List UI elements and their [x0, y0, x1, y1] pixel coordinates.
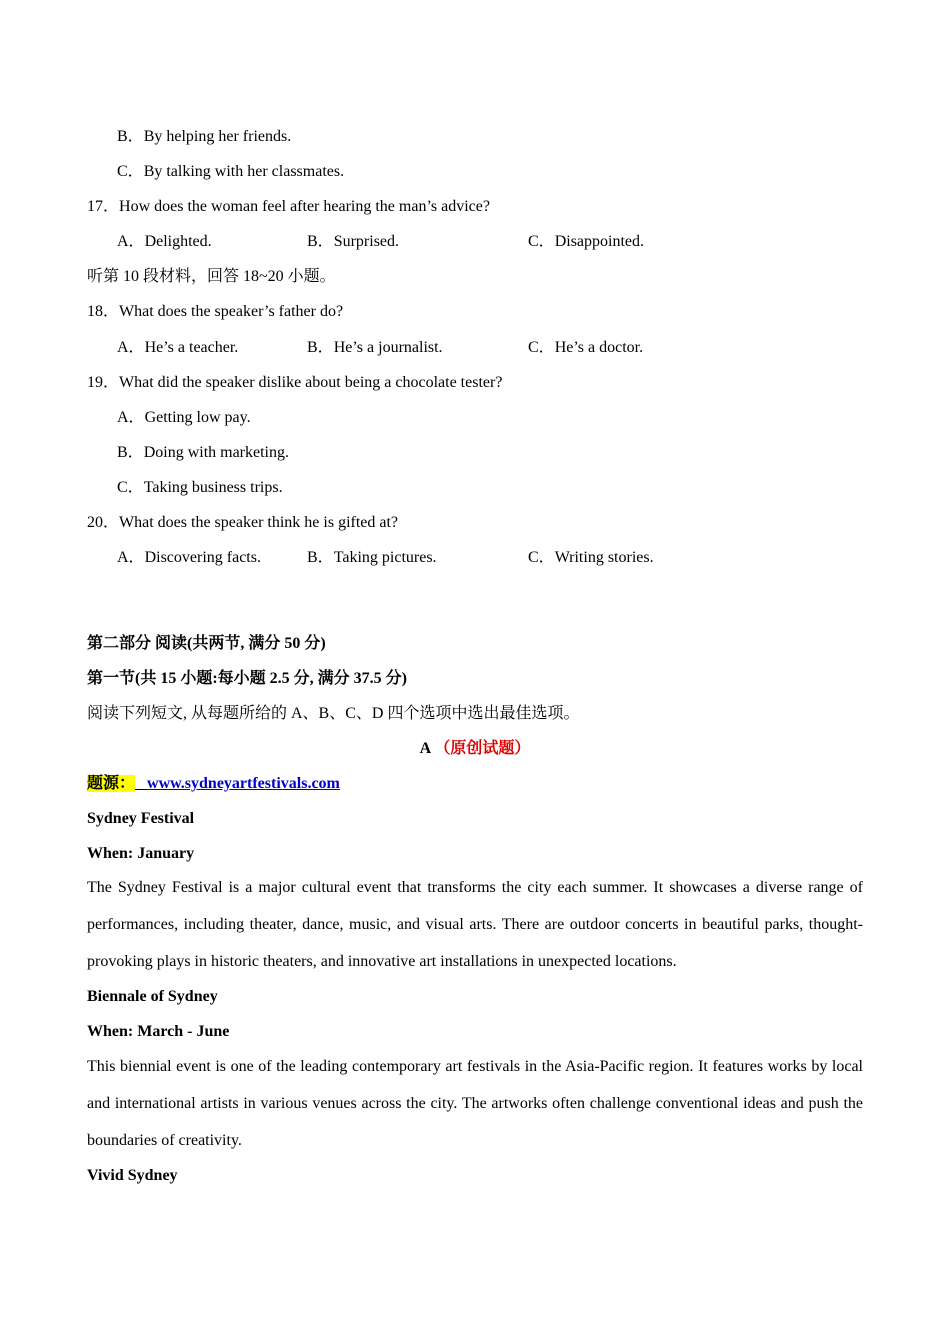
festival-3-name: Vivid Sydney [87, 1167, 178, 1184]
source-gap [135, 775, 147, 792]
option-letter: A． [117, 409, 145, 426]
option-letter: C． [528, 233, 555, 250]
option-text: Discovering facts. [144, 549, 261, 566]
q19-question [87, 373, 502, 393]
option-letter: B． [307, 339, 334, 356]
question-number: 18． [87, 303, 120, 320]
question-number: 19． [87, 374, 120, 391]
festival-1-name: Sydney Festival [87, 810, 195, 827]
question-text: What did the speaker dislike about being a chocolate tester? [119, 374, 503, 391]
option-text: Delighted. [144, 233, 212, 250]
option-letter: A． [117, 549, 145, 566]
q18-question [87, 302, 343, 322]
q17-option-b [307, 232, 399, 252]
festival-1-description: The Sydney Festival is a major cultural event that transforms the city each summer. It showcases a diverse range of performances, including theater, dance, music, and visual arts. There are outdoor concerts in beautiful parks, thought-provoking plays in historic theaters, and innovative art installations in unexpected locations. [87, 879, 863, 970]
option-letter: B． [307, 549, 334, 566]
option-text: Doing with marketing. [143, 444, 289, 461]
option-letter: B． [117, 128, 144, 145]
source-label: 题源： [87, 775, 136, 792]
q16-option-c [117, 162, 344, 182]
festival-2-when: When: March - June [87, 1023, 230, 1040]
q18-option-b [307, 338, 443, 358]
reading-instruction: 阅读下列短文, 从每题所给的 A、B、C、D 四个选项中选出最佳选项。 [87, 705, 580, 722]
option-text: Taking business trips. [143, 479, 283, 496]
option-letter: A． [117, 233, 145, 250]
option-letter: B． [307, 233, 334, 250]
option-text: By talking with her classmates. [143, 163, 345, 180]
q19-option-b [117, 443, 289, 463]
q17-question [87, 197, 490, 217]
passage-tag: （原创试题） [434, 740, 531, 757]
q19-option-c [117, 478, 283, 498]
q17-option-c [528, 232, 644, 252]
option-text: He’s a doctor. [554, 339, 644, 356]
option-letter: C． [528, 339, 555, 356]
option-letter: C． [117, 163, 144, 180]
source-link[interactable]: www.sydneyartfestivals.com [147, 775, 340, 792]
section-one-title: 第一节(共 15 小题:每小题 2.5 分, 满分 37.5 分) [87, 670, 407, 687]
option-text: Disappointed. [554, 233, 645, 250]
option-text: He’s a journalist. [333, 339, 443, 356]
question-text: What does the speaker’s father do? [119, 303, 344, 320]
q18-option-a [117, 338, 238, 358]
segment-10-instruction: 听第 10 段材料，回答 18~20 小题。 [87, 268, 336, 285]
q20-option-a [117, 548, 261, 568]
question-text: What does the speaker think he is gifted at? [119, 514, 399, 531]
option-text: Taking pictures. [333, 549, 437, 566]
option-letter: C． [117, 479, 144, 496]
q20-option-b [307, 548, 437, 568]
question-text: How does the woman feel after hearing the man’s advice? [119, 198, 490, 215]
festival-1-when: When: January [87, 845, 195, 862]
option-text: Getting low pay. [144, 409, 251, 426]
festival-2-name: Biennale of Sydney [87, 988, 218, 1005]
source-line [87, 774, 340, 794]
question-number: 17． [87, 198, 120, 215]
passage-letter: A [419, 740, 431, 757]
q20-option-c [528, 548, 654, 568]
option-text: By helping her friends. [143, 128, 292, 145]
q17-option-a [117, 232, 212, 252]
q18-option-c [528, 338, 643, 358]
festival-2-description: This biennial event is one of the leading contemporary art festivals in the Asia-Pacific region. It features works by local and international artists in various venues across the city. The artworks often challenge conventional ideas and push the boundaries of creativity. [87, 1058, 863, 1149]
q16-option-b [117, 127, 291, 147]
option-letter: C． [528, 549, 555, 566]
option-text: Writing stories. [554, 549, 654, 566]
q19-option-a [117, 408, 251, 428]
option-text: Surprised. [333, 233, 400, 250]
option-letter: A． [117, 339, 145, 356]
question-number: 20． [87, 514, 120, 531]
option-text: He’s a teacher. [144, 339, 239, 356]
option-letter: B． [117, 444, 144, 461]
passage-heading [0, 739, 950, 759]
q20-question [87, 513, 398, 533]
part-two-title: 第二部分 阅读(共两节, 满分 50 分) [87, 635, 326, 652]
